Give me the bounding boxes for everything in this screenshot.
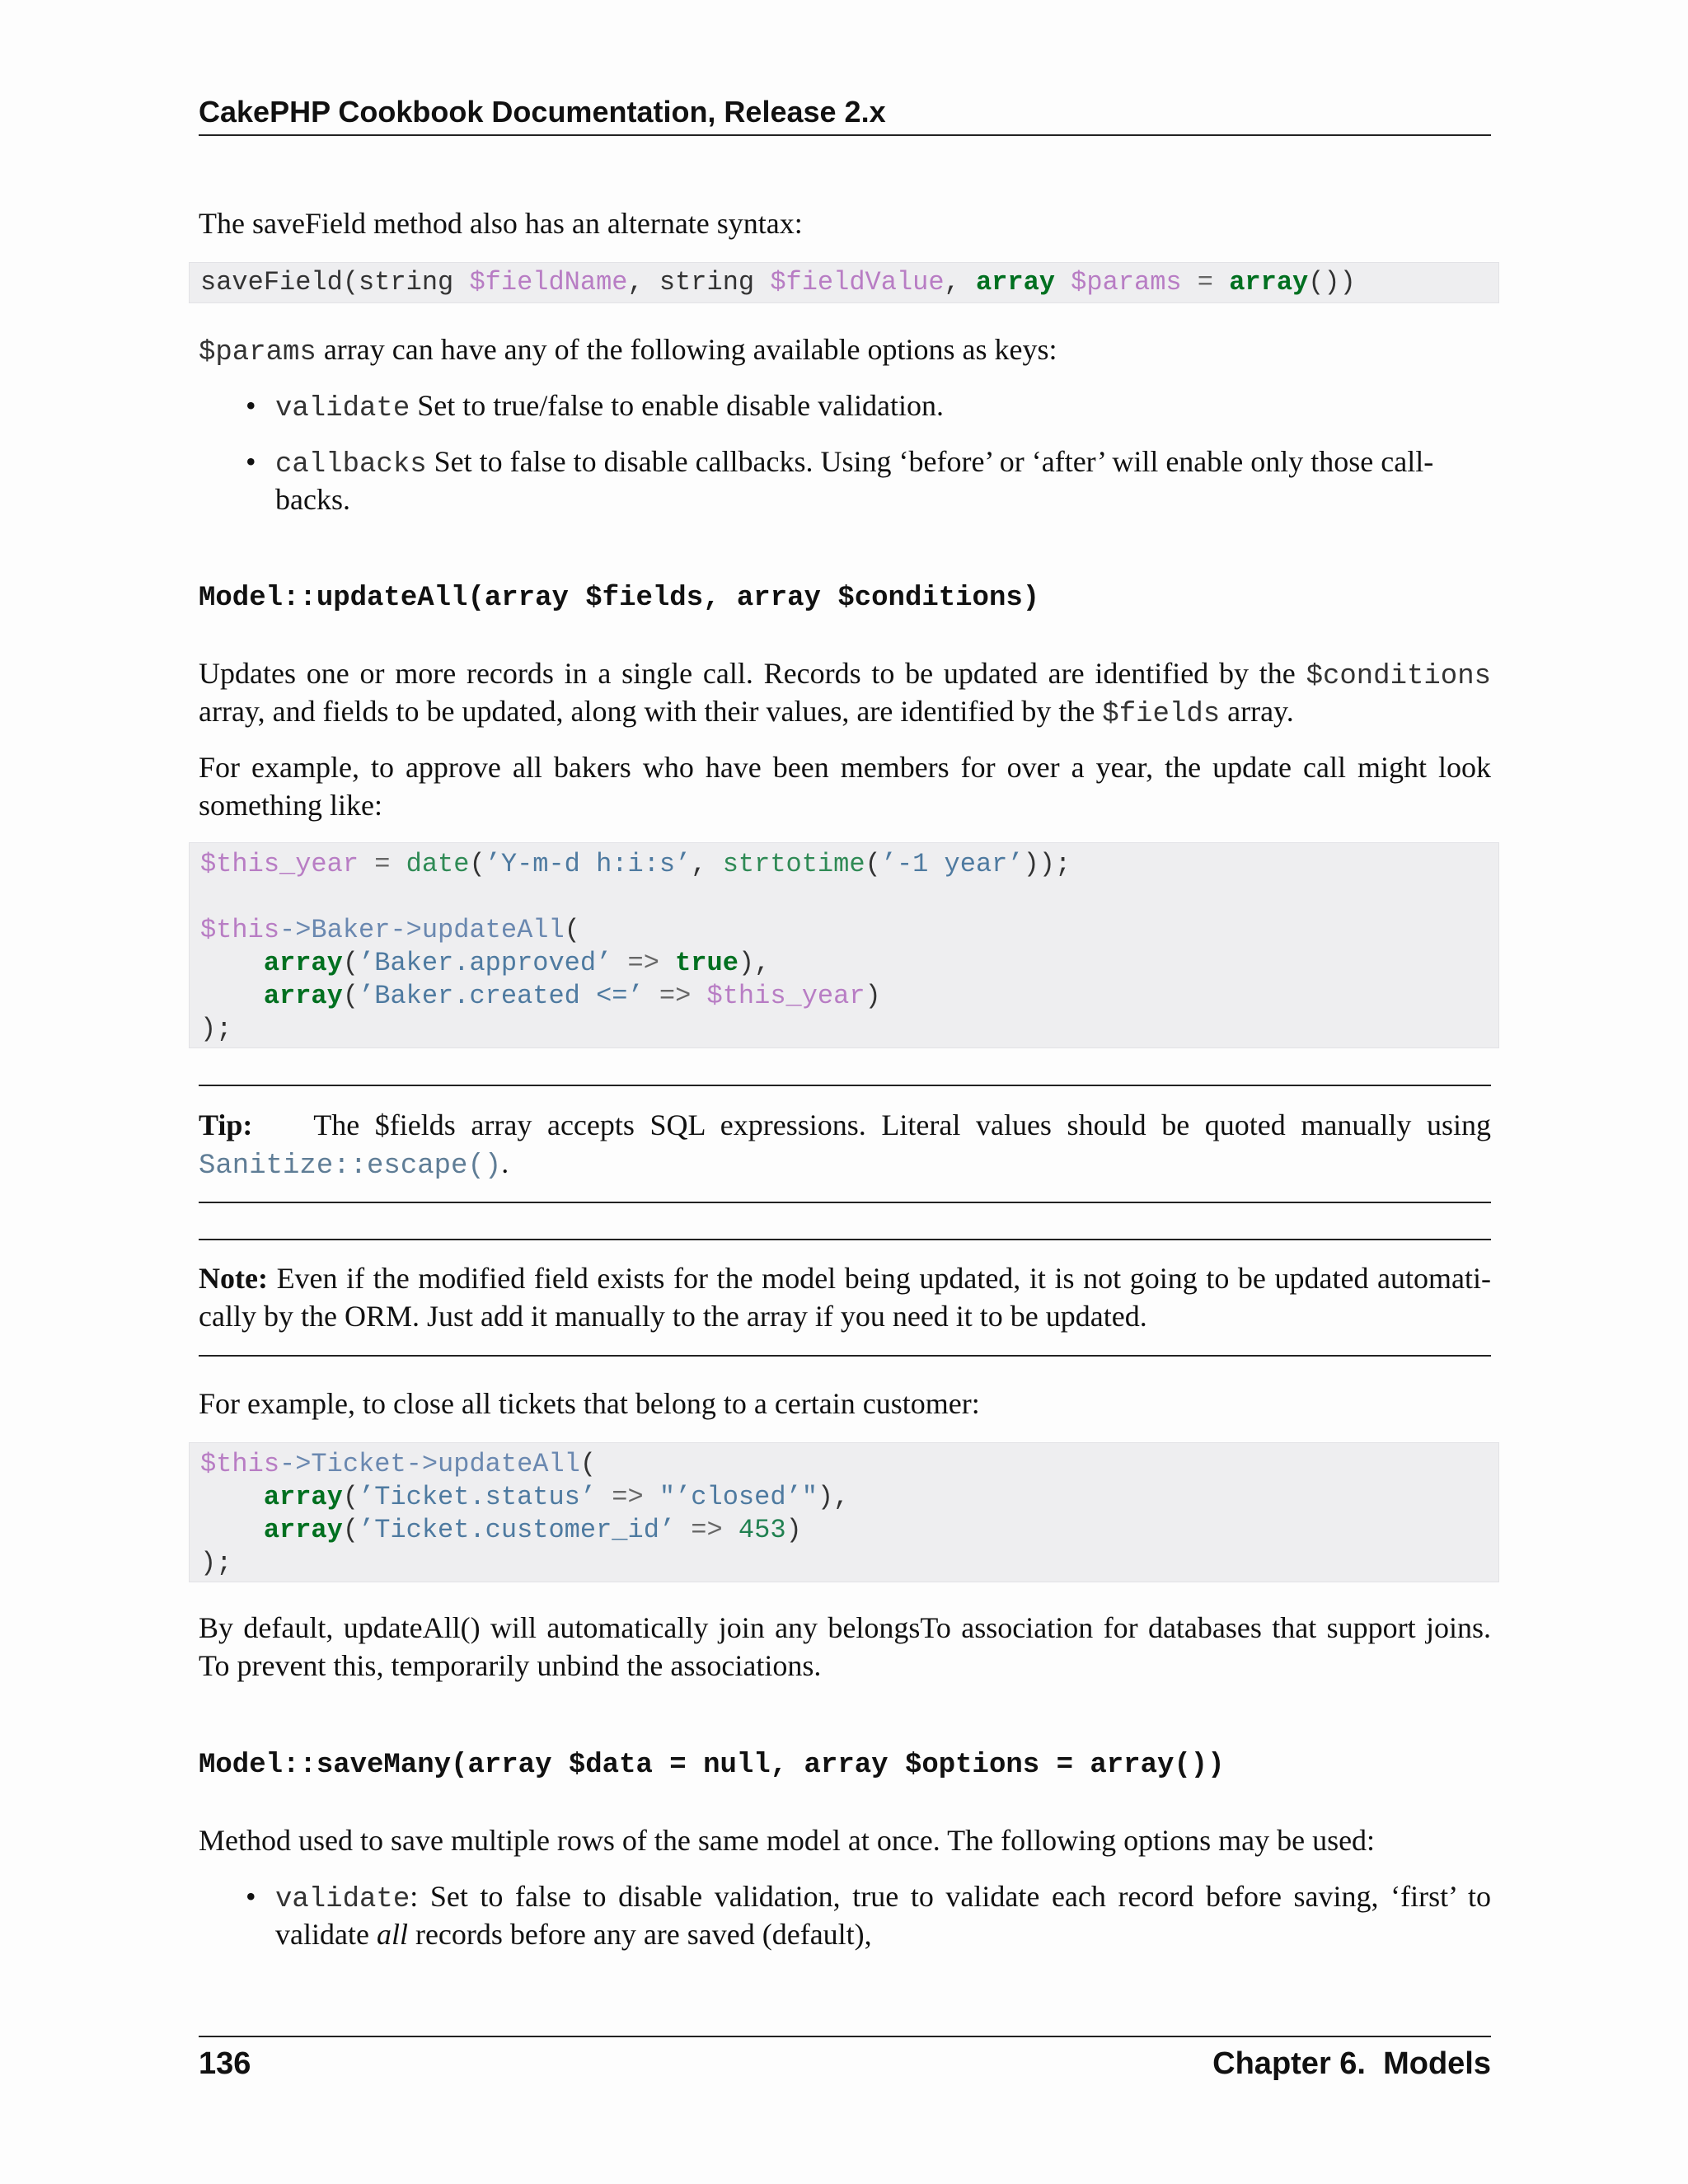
- code-token: (: [342, 1482, 359, 1512]
- code-line: );: [200, 1014, 232, 1044]
- code-token: $this: [200, 915, 280, 945]
- example1-intro-line2: something like:: [199, 789, 382, 822]
- tip-admonition-line2: [199, 1144, 1491, 1185]
- list-bullet: •: [246, 1880, 256, 1913]
- code-token: ’Ticket.customer_id’: [359, 1515, 676, 1545]
- code-token: ): [785, 1515, 802, 1545]
- code-token: $params: [1071, 267, 1182, 298]
- list-item-continuation: backs.: [275, 483, 350, 516]
- list-item-text: validate: [275, 1918, 369, 1951]
- list-item: [275, 443, 1491, 484]
- code-token: ,: [627, 267, 644, 298]
- code-token: "’closed’": [659, 1482, 818, 1512]
- emphasis-text: all: [376, 1918, 408, 1951]
- tip-top-rule: [199, 1085, 1491, 1086]
- code-token: (: [342, 948, 359, 978]
- list-item-text: records before any are saved (default),: [415, 1918, 872, 1951]
- code-token: array: [263, 981, 343, 1011]
- code-token: =>: [691, 1515, 723, 1545]
- code-token: =>: [612, 1482, 644, 1512]
- code-token: ),: [738, 948, 771, 978]
- intro-paragraph: The saveField method also has an alternate syntax:: [199, 207, 803, 240]
- paragraph-text: array.: [1227, 695, 1294, 728]
- code-token: string: [659, 267, 755, 298]
- paragraph-text: Updates one or more records in a single call. Records to be updated are identified by the: [199, 657, 1296, 690]
- running-header: CakePHP Cookbook Documentation, Release 2.x: [199, 95, 886, 129]
- code-token: (: [342, 981, 359, 1011]
- code-line: [200, 980, 881, 1013]
- join-paragraph-line1: By default, updateAll() will automatically join any belongsTo association for databases that support joins.: [199, 1611, 1491, 1644]
- code-example-approve-bakers: [189, 842, 1499, 1048]
- code-token: ->Ticket->updateAll: [279, 1449, 580, 1479]
- method-signature-savemany: Model::saveMany(array $data = null, array $options = array()): [199, 1750, 1225, 1781]
- code-token: ()): [1308, 267, 1356, 298]
- note-label: Note:: [199, 1262, 268, 1295]
- code-line: [200, 1481, 849, 1514]
- list-item-text: Set to true/false to enable disable validation.: [417, 389, 945, 422]
- code-token: ),: [817, 1482, 850, 1512]
- inline-code: validate: [275, 393, 410, 424]
- code-token: (: [579, 1449, 597, 1479]
- code-token: saveField(: [200, 267, 359, 298]
- tip-text: .: [501, 1146, 509, 1179]
- code-token: 453: [738, 1515, 786, 1545]
- paragraph-text: array can have any of the following available options as keys:: [323, 333, 1057, 366]
- updateall-description-line2: [199, 692, 1491, 733]
- example2-intro: For example, to close all tickets that belong to a certain customer:: [199, 1387, 980, 1420]
- list-bullet: •: [246, 389, 256, 422]
- code-line: [200, 914, 580, 947]
- tip-label: Tip:: [199, 1108, 253, 1141]
- savemany-description: Method used to save multiple rows of the same model at once. The following options may be used:: [199, 1824, 1376, 1857]
- code-token: =: [374, 849, 391, 879]
- code-token: ’Ticket.status’: [359, 1482, 597, 1512]
- code-token: date: [406, 849, 470, 879]
- code-token: (: [564, 915, 580, 945]
- code-token: string: [359, 267, 454, 298]
- note-bottom-rule: [199, 1355, 1491, 1357]
- inline-code: $conditions: [1306, 661, 1491, 692]
- method-signature-updateall: Model::updateAll(array $fields, array $conditions): [199, 583, 1040, 614]
- inline-code: validate: [275, 1884, 410, 1915]
- note-top-rule: [199, 1239, 1491, 1240]
- code-token: ’Baker.created <=’: [359, 981, 644, 1011]
- code-token: array: [975, 267, 1055, 298]
- join-paragraph-line2: To prevent this, temporarily unbind the associations.: [199, 1649, 822, 1682]
- code-token: (: [469, 849, 485, 879]
- chapter-title: Chapter 6. Models: [1212, 2046, 1491, 2081]
- list-item-continuation: [275, 1915, 1491, 1953]
- code-line: [200, 266, 1356, 299]
- code-line: [200, 947, 770, 980]
- code-token: array: [1229, 267, 1309, 298]
- tip-admonition-line1: [199, 1106, 1491, 1144]
- code-line: [200, 1514, 802, 1547]
- code-token: $this: [200, 1449, 280, 1479]
- code-token: array: [263, 1515, 343, 1545]
- code-token: $this_year: [706, 981, 865, 1011]
- header-rule: [199, 134, 1491, 136]
- footer-rule: [199, 2036, 1491, 2037]
- note-admonition-line1: [199, 1259, 1491, 1297]
- inline-code: $params: [199, 337, 316, 368]
- code-line: [200, 848, 1071, 881]
- code-example-close-tickets: [189, 1442, 1499, 1582]
- code-token: =: [1197, 267, 1213, 298]
- code-token: ));: [1023, 849, 1071, 879]
- code-token: strtotime: [722, 849, 865, 879]
- savefield-code-block: [189, 262, 1499, 303]
- code-token: ->Baker->updateAll: [279, 915, 565, 945]
- code-token: =>: [627, 948, 659, 978]
- example1-intro-line1: For example, to approve all bakers who have been members for over a year, the update call might look: [199, 751, 1491, 784]
- code-token: ’-1 year’: [880, 849, 1024, 879]
- code-token: array: [263, 1482, 343, 1512]
- code-token: true: [675, 948, 738, 978]
- list-bullet: •: [246, 445, 256, 478]
- code-token: $fieldName: [469, 267, 628, 298]
- inline-code: callbacks: [275, 449, 427, 480]
- code-token: ’Baker.approved’: [359, 948, 612, 978]
- tip-bottom-rule: [199, 1202, 1491, 1203]
- page-number: 136: [199, 2046, 251, 2081]
- code-token: (: [342, 1515, 359, 1545]
- paragraph-text: array, and fields to be updated, along with their values, are identified by the: [199, 695, 1095, 728]
- list-item: [275, 387, 1491, 428]
- list-item: [275, 1877, 1491, 1919]
- code-token: ’Y-m-d h:i:s’: [485, 849, 692, 879]
- code-token: ,: [691, 849, 707, 879]
- note-admonition-line2: cally by the ORM. Just add it manually to the array if you need it to be updated.: [199, 1300, 1147, 1333]
- code-token: $this_year: [200, 849, 359, 879]
- tip-text: The $fields array accepts SQL expressions. Literal values should be quoted manually using: [313, 1108, 1491, 1141]
- updateall-description-line1: [199, 654, 1491, 696]
- code-token: ,: [944, 267, 960, 298]
- inline-code: Sanitize::escape(): [199, 1151, 502, 1182]
- code-token: $fieldValue: [770, 267, 945, 298]
- code-token: =>: [659, 981, 692, 1011]
- inline-code: $fields: [1102, 699, 1221, 730]
- list-item-text: : Set to false to disable validation, true to validate each record before saving, ‘first’ to: [410, 1880, 1491, 1913]
- note-text: Even if the modified field exists for the model being updated, it is not going to be updated automati-: [276, 1262, 1491, 1295]
- params-paragraph: [199, 330, 1491, 372]
- code-token: ): [865, 981, 881, 1011]
- code-line: [200, 1448, 596, 1481]
- code-token: (: [865, 849, 881, 879]
- code-token: array: [263, 948, 343, 978]
- list-item-text: Set to false to disable callbacks. Using ‘before’ or ‘after’ will enable only those call-: [434, 445, 1434, 478]
- code-line: );: [200, 1548, 232, 1578]
